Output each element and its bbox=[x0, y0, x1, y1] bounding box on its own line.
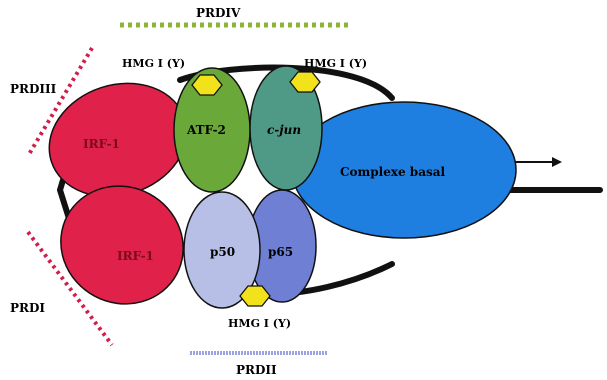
transcription-arrow bbox=[512, 162, 552, 190]
complexe-basal-label: Complexe basal bbox=[340, 165, 446, 179]
prdiv-label: PRDIV bbox=[196, 6, 241, 20]
irf1-bottom-shape bbox=[40, 165, 204, 326]
atf2-label: ATF-2 bbox=[187, 123, 226, 137]
hmg-top-right-label: HMG I (Y) bbox=[304, 57, 368, 70]
prdi-label: PRDI bbox=[10, 301, 46, 315]
irf1-top-label: IRF-1 bbox=[83, 137, 120, 151]
hmg-bottom-label: HMG I (Y) bbox=[228, 317, 292, 330]
prdii-label: PRDII bbox=[236, 363, 277, 377]
arrow-head-icon bbox=[552, 157, 562, 167]
p50-label: p50 bbox=[210, 245, 236, 259]
p65-label: p65 bbox=[268, 245, 294, 259]
irf1-bottom-label: IRF-1 bbox=[117, 249, 154, 263]
prdiii-label: PRDIII bbox=[10, 82, 57, 96]
hmg-top-left-label: HMG I (Y) bbox=[122, 57, 186, 70]
cjun-label: c-jun bbox=[267, 123, 302, 137]
